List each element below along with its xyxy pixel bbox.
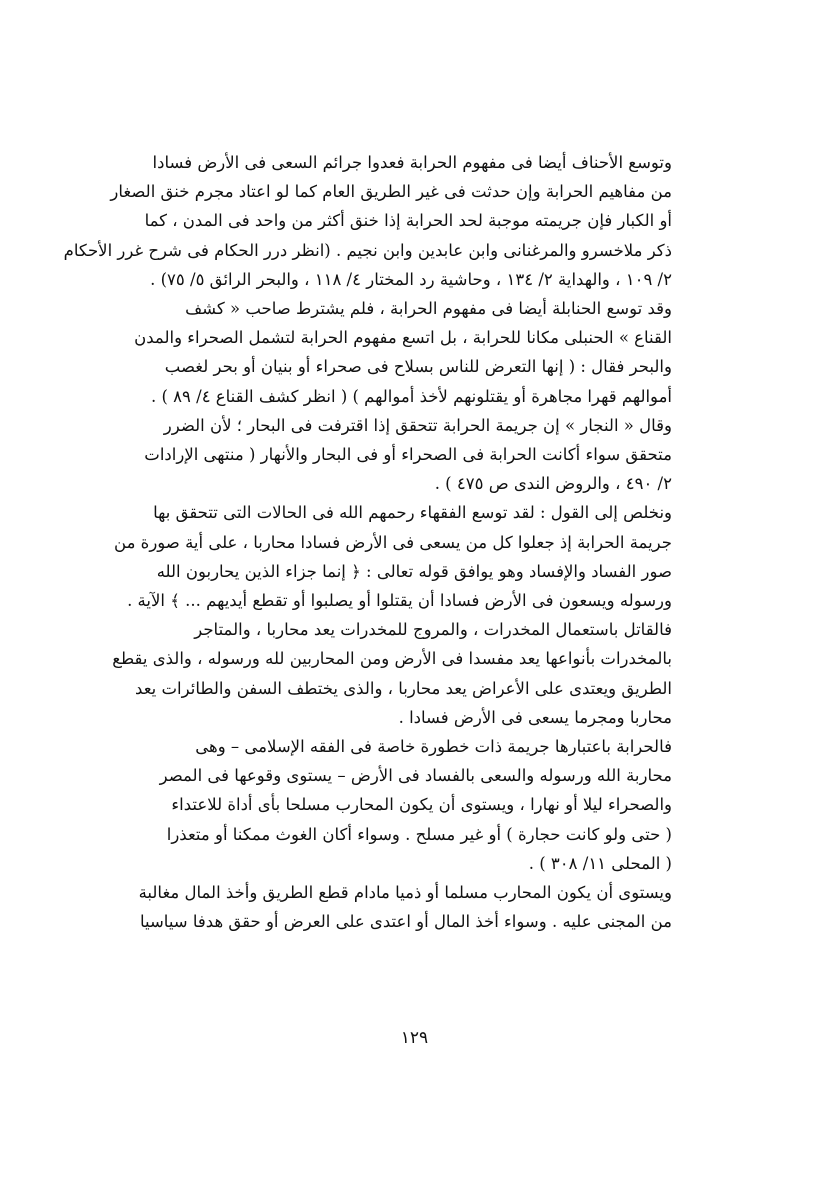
text-line: أو الكبار فإن جريمته موجبة لحد الحرابة إذا خنق أكثر من واحد فى المدن ، كما	[144, 211, 672, 231]
text-line: صور الفساد والإفساد وهو يوافق قوله تعالى : ﴿ إنما جزاء الذين يحاربون الله	[156, 561, 672, 581]
text-line: جريمة الحرابة إذ جعلوا كل من يسعى فى الأرض فسادا محاربا ، على أية صورة من	[114, 532, 672, 552]
text-line: محاربة الله ورسوله والسعى بالفساد فى الأرض – يستوى وقوعها فى المصر	[159, 766, 672, 786]
text-line: ورسوله ويسعون فى الأرض فسادا أن يقتلوا أو يصلبوا أو تقطع أيديهم ... ﴾ الآية .	[127, 591, 672, 611]
text-line: من المجنى عليه . وسواء أخذ المال أو اعتدى على العرض أو حقق هدفا سياسيا	[139, 912, 672, 932]
text-line: فالقاتل باستعمال المخدرات ، والمروج للمخدرات يعد محاربا ، والمتاجر	[194, 620, 672, 640]
text-line: وتوسع الأحناف أيضا فى مفهوم الحرابة فعدوا جرائم السعى فى الأرض فسادا	[152, 153, 672, 172]
paragraph-hanafi	[63, 148, 672, 294]
text-line: وقال « النجار » إن جريمة الحرابة تتحقق إذا اقترفت فى البحار ؛ لأن الضرر	[163, 415, 672, 435]
text-line: من مفاهيم الحرابة وإن حدثت فى غير الطريق العام كما لو اعتاد مجرم خنق الصغار	[110, 182, 672, 202]
text-line: أموالهم قهرا مجاهرة أو يقتلونهم لأخذ أموالهم ) ( انظر كشف القناع ٤/ ٨٩ ) .	[150, 386, 672, 406]
text-line: فالحرابة باعتبارها جريمة ذات خطورة خاصة فى الفقه الإسلامى – وهى	[195, 737, 672, 757]
page-number: ١٢٩	[400, 1028, 429, 1048]
body-text	[63, 148, 672, 936]
text-line: ونخلص إلى القول : لقد توسع الفقهاء رحمهم الله فى الحالات التى تتحقق بها	[153, 503, 672, 523]
text-line: متحقق سواء أكانت الحرابة فى الصحراء أو فى البحار والأنهار ( منتهى الإرادات	[144, 445, 672, 465]
text-line: ويستوى أن يكون المحارب مسلما أو ذميا مادام قطع الطريق وأخذ المال مغالبة	[138, 883, 672, 903]
text-line: والصحراء ليلا أو نهارا ، ويستوى أن يكون المحارب مسلحا بأى أداة للاعتداء	[171, 795, 672, 815]
text-line: القناع » الحنبلى مكانا للحرابة ، بل اتسع مفهوم الحرابة لتشمل الصحراء والمدن	[134, 328, 672, 348]
paragraph-najjar	[144, 411, 672, 499]
paragraph-offender	[138, 878, 672, 936]
text-line: بالمخدرات بأنواعها يعد مفسدا فى الأرض ومن المحاربين لله ورسوله ، والذى يقطع	[112, 649, 672, 669]
text-line: والبحر فقال : ( إنها التعرض للناس بسلاح فى صحراء أو بنيان أو بحر لغصب	[164, 357, 672, 377]
text-line: ( حتى ولو كانت حجارة ) أو غير مسلح . وسواء أكان الغوث ممكنا أو متعذرا	[166, 824, 672, 844]
paragraph-hanbali	[134, 294, 672, 411]
text-line: محاربا ومجرما يسعى فى الأرض فسادا .	[398, 707, 672, 727]
text-line: ٢/ ١٠٩ ، والهداية ٢/ ١٣٤ ، وحاشية رد المختار ٤/ ١١٨ ، والبحر الرائق ٥/ ٧٥) .	[150, 269, 672, 289]
paragraph-definition	[159, 732, 672, 878]
paragraph-drugs	[112, 615, 672, 732]
text-line: ( المحلى ١١/ ٣٠٨ ) .	[528, 853, 672, 873]
text-line: ذكر ملاخسرو والمرغنانى وابن عابدين وابن نجيم . (انظر درر الحكام فى شرح غرر الأحكام	[63, 240, 672, 260]
text-line: ٢/ ٤٩٠ ، والروض الندى ص ٤٧٥ ) .	[434, 474, 672, 494]
text-line: الطريق ويعتدى على الأعراض يعد محاربا ، والذى يختطف السفن والطائرات يعد	[135, 678, 672, 698]
text-line: وقد توسع الحنابلة أيضا فى مفهوم الحرابة ، فلم يشترط صاحب « كشف	[185, 299, 672, 319]
paragraph-conclusion	[114, 498, 672, 615]
